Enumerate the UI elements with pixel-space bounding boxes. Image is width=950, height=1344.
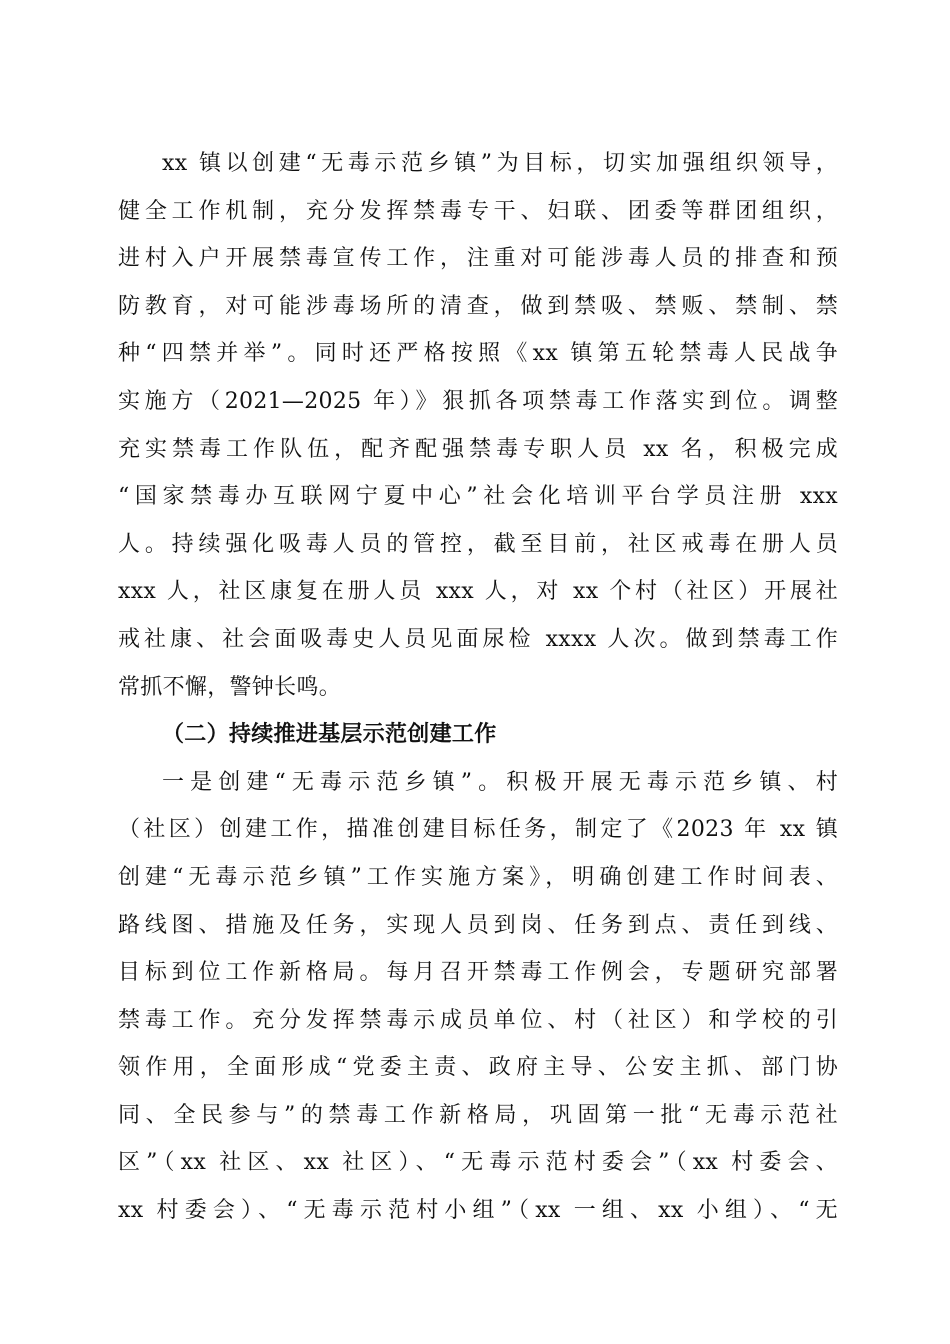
paragraph-2-line-4: 路线图、措施及任务，实现人员到岗、任务到点、责任到线、: [118, 912, 838, 938]
paragraph-2-line-8: 同、全民参与”的禁毒工作新格局，巩固第一批“无毒示范社: [118, 1102, 838, 1128]
paragraph-1-line-3: 进村入户开展禁毒宣传工作，注重对可能涉毒人员的排查和预: [118, 246, 838, 272]
paragraph-1-line-7: 充实禁毒工作队伍，配齐配强禁毒专职人员 xx 名，积极完成: [118, 436, 838, 462]
paragraph-1-line-2: 健全工作机制，充分发挥禁毒专干、妇联、团委等群团组织，: [118, 198, 838, 224]
paragraph-1-line-4: 防教育，对可能涉毒场所的清查，做到禁吸、禁贩、禁制、禁: [118, 293, 838, 319]
paragraph-1-line-6: 实施方（2021—2025 年）》狠抓各项禁毒工作落实到位。调整: [118, 388, 838, 414]
section-heading: （二）持续推进基层示范创建工作: [162, 721, 497, 748]
paragraph-2-line-1: 一是创建“无毒示范乡镇”。积极开展无毒示范乡镇、村: [162, 769, 838, 795]
paragraph-1-line-9: 人。持续强化吸毒人员的管控，截至目前，社区戒毒在册人员: [118, 531, 838, 557]
paragraph-1-line-11: 戒社康、社会面吸毒史人员见面尿检 xxxx 人次。做到禁毒工作: [118, 626, 838, 652]
paragraph-2-line-2: （社区）创建工作，描准创建目标任务，制定了《2023 年 xx 镇: [118, 817, 838, 843]
paragraph-2-line-5: 目标到位工作新格局。每月召开禁毒工作例会，专题研究部署: [118, 960, 838, 986]
paragraph-2-line-9: 区”（xx 社区、xx 社区）、“无毒示范村委会”（xx 村委会、: [118, 1150, 838, 1176]
paragraph-2-line-3: 创建“无毒示范乡镇”工作实施方案》，明确创建工作时间表、: [118, 864, 838, 890]
paragraph-1-line-1: xx 镇以创建“无毒示范乡镇”为目标，切实加强组织领导，: [162, 151, 838, 176]
paragraph-1-line-12: 常抓不懈，警钟长鸣。: [118, 674, 342, 700]
paragraph-2-line-10: xx 村委会）、“无毒示范村小组”（xx 一组、xx 小组）、“无: [118, 1198, 838, 1224]
paragraph-1-line-10: xxx 人，社区康复在册人员 xxx 人，对 xx 个村（社区）开展社: [118, 579, 838, 605]
paragraph-2-line-6: 禁毒工作。充分发挥禁毒示成员单位、村（社区）和学校的引: [118, 1007, 838, 1033]
document-body: [118, 140, 838, 1235]
paragraph-1-line-5: 种“四禁并举”。同时还严格按照《xx 镇第五轮禁毒人民战争: [118, 341, 838, 367]
paragraph-1-line-8: “国家禁毒办互联网宁夏中心”社会化培训平台学员注册 xxx: [118, 484, 838, 510]
paragraph-2-line-7: 领作用，全面形成“党委主责、政府主导、公安主抓、部门协: [118, 1055, 838, 1081]
